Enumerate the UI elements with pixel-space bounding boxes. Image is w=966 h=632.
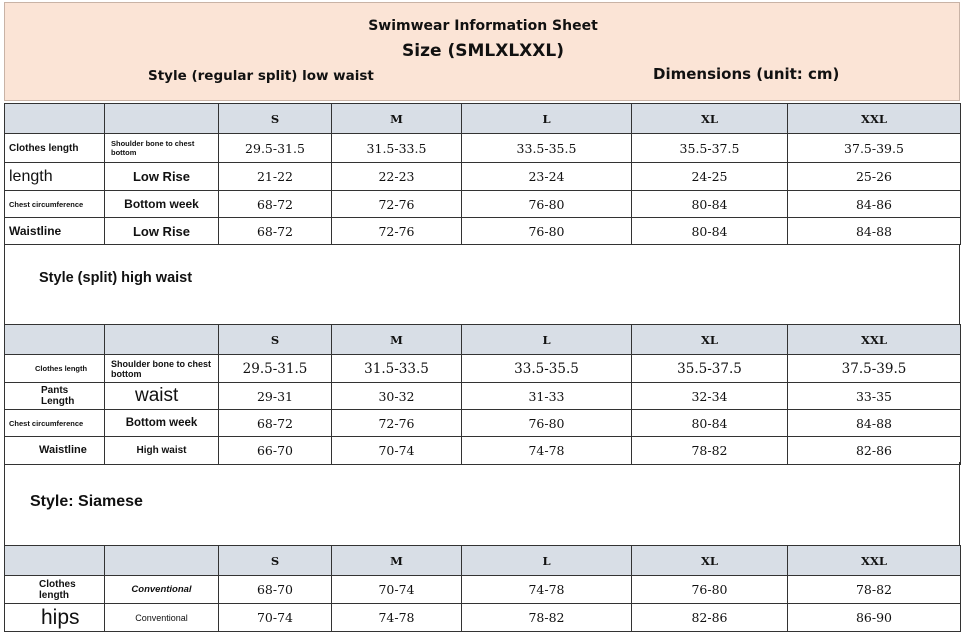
- size-table-siamese: [4, 545, 961, 632]
- table-cell: 29.5-31.5: [219, 355, 332, 383]
- section-title-high-waist: Style (split) high waist: [39, 270, 193, 286]
- col-size-s: S: [219, 325, 332, 355]
- table-cell: 70-74: [332, 576, 462, 604]
- row-sublabel: Low Rise: [105, 163, 219, 191]
- table-cell: 68-72: [219, 191, 332, 218]
- section-title-siamese: Style: Siamese: [30, 493, 143, 510]
- table-cell: 66-70: [219, 437, 332, 465]
- row-sublabel: Bottom week: [105, 410, 219, 437]
- table-cell: 80-84: [632, 218, 788, 245]
- row-label: hips: [5, 604, 105, 632]
- table-cell: 82-86: [632, 604, 788, 632]
- size-header-row: [5, 546, 961, 576]
- table-cell: 72-76: [332, 410, 462, 437]
- sheet-header: [4, 2, 960, 101]
- dimensions-label: Dimensions (unit: cm): [653, 65, 840, 83]
- table-row: [5, 604, 961, 632]
- table-cell: 68-72: [219, 410, 332, 437]
- table-cell: 68-72: [219, 218, 332, 245]
- col-size-m: M: [332, 325, 462, 355]
- sheet-title: Swimwear Information Sheet: [368, 18, 598, 34]
- table-row: [5, 576, 961, 604]
- row-label: Clothes length: [5, 134, 105, 163]
- col-size-m: M: [332, 546, 462, 576]
- row-sublabel: Low Rise: [105, 218, 219, 245]
- table-cell: 68-70: [219, 576, 332, 604]
- col-size-xl: XL: [632, 104, 788, 134]
- row-label: Chest circumference: [5, 410, 105, 437]
- table-cell: 72-76: [332, 218, 462, 245]
- row-label: Pants Length: [5, 383, 105, 410]
- table-cell: 31.5-33.5: [332, 355, 462, 383]
- table-row: [5, 163, 961, 191]
- col-size-m: M: [332, 104, 462, 134]
- row-sublabel: Bottom week: [105, 191, 219, 218]
- col-size-xl: XL: [632, 546, 788, 576]
- header-blank: [5, 546, 105, 576]
- size-header-row: [5, 325, 961, 355]
- table-cell: 84-88: [788, 218, 961, 245]
- size-table-high-waist: [4, 324, 961, 465]
- table-cell: 74-78: [462, 576, 632, 604]
- header-blank: [5, 325, 105, 355]
- size-table-low-waist: [4, 103, 961, 245]
- table-cell: 72-76: [332, 191, 462, 218]
- table-cell: 29-31: [219, 383, 332, 410]
- table-cell: 35.5-37.5: [632, 355, 788, 383]
- table-cell: 74-78: [332, 604, 462, 632]
- table-cell: 37.5-39.5: [788, 134, 961, 163]
- col-size-l: L: [462, 546, 632, 576]
- table-cell: 76-80: [632, 576, 788, 604]
- row-sublabel: Conventional: [105, 604, 219, 632]
- table-cell: 78-82: [462, 604, 632, 632]
- col-size-l: L: [462, 325, 632, 355]
- table-cell: 33.5-35.5: [462, 355, 632, 383]
- row-sublabel: Shoulder bone to chest bottom: [105, 355, 219, 383]
- table-cell: 70-74: [219, 604, 332, 632]
- table-cell: 86-90: [788, 604, 961, 632]
- table-cell: 31.5-33.5: [332, 134, 462, 163]
- row-label: Chest circumference: [5, 191, 105, 218]
- table-cell: 31-33: [462, 383, 632, 410]
- table-cell: 84-88: [788, 410, 961, 437]
- table-cell: 23-24: [462, 163, 632, 191]
- table-cell: 35.5-37.5: [632, 134, 788, 163]
- table-cell: 76-80: [462, 410, 632, 437]
- row-label: Waistline: [5, 218, 105, 245]
- size-header-row: [5, 104, 961, 134]
- header-blank: [5, 104, 105, 134]
- header-blank: [105, 104, 219, 134]
- row-label: Clothes length: [5, 576, 105, 604]
- row-sublabel: High waist: [105, 437, 219, 465]
- table-cell: 24-25: [632, 163, 788, 191]
- col-size-s: S: [219, 546, 332, 576]
- table-cell: 37.5-39.5: [788, 355, 961, 383]
- table-cell: 33-35: [788, 383, 961, 410]
- col-size-xxl: XXL: [788, 325, 961, 355]
- row-label: length: [5, 163, 105, 191]
- table-cell: 76-80: [462, 191, 632, 218]
- section-band: [4, 462, 960, 546]
- table-row: [5, 218, 961, 245]
- table-cell: 84-86: [788, 191, 961, 218]
- table-row: [5, 383, 961, 410]
- col-size-l: L: [462, 104, 632, 134]
- size-range: Size (SMLXLXXL): [402, 41, 564, 61]
- table-cell: 33.5-35.5: [462, 134, 632, 163]
- table-cell: 32-34: [632, 383, 788, 410]
- table-cell: 30-32: [332, 383, 462, 410]
- table-row: [5, 191, 961, 218]
- col-size-xxl: XXL: [788, 546, 961, 576]
- style-label: Style (regular split) low waist: [148, 68, 374, 84]
- table-cell: 22-23: [332, 163, 462, 191]
- table-cell: 21-22: [219, 163, 332, 191]
- table-cell: 78-82: [788, 576, 961, 604]
- table-cell: 29.5-31.5: [219, 134, 332, 163]
- table-cell: 76-80: [462, 218, 632, 245]
- col-size-xxl: XXL: [788, 104, 961, 134]
- col-size-xl: XL: [632, 325, 788, 355]
- row-sublabel: Shoulder bone to chest bottom: [105, 134, 219, 163]
- table-cell: 25-26: [788, 163, 961, 191]
- table-cell: 82-86: [788, 437, 961, 465]
- table-row: [5, 355, 961, 383]
- table-row: [5, 437, 961, 465]
- table-cell: 78-82: [632, 437, 788, 465]
- header-blank: [105, 325, 219, 355]
- row-sublabel: Conventional: [105, 576, 219, 604]
- header-blank: [105, 546, 219, 576]
- row-sublabel: waist: [105, 383, 219, 410]
- table-row: [5, 134, 961, 163]
- table-cell: 74-78: [462, 437, 632, 465]
- table-cell: 70-74: [332, 437, 462, 465]
- table-cell: 80-84: [632, 191, 788, 218]
- table-row: [5, 410, 961, 437]
- row-label: Clothes length: [5, 355, 105, 383]
- row-label: Waistline: [5, 437, 105, 465]
- table-cell: 80-84: [632, 410, 788, 437]
- col-size-s: S: [219, 104, 332, 134]
